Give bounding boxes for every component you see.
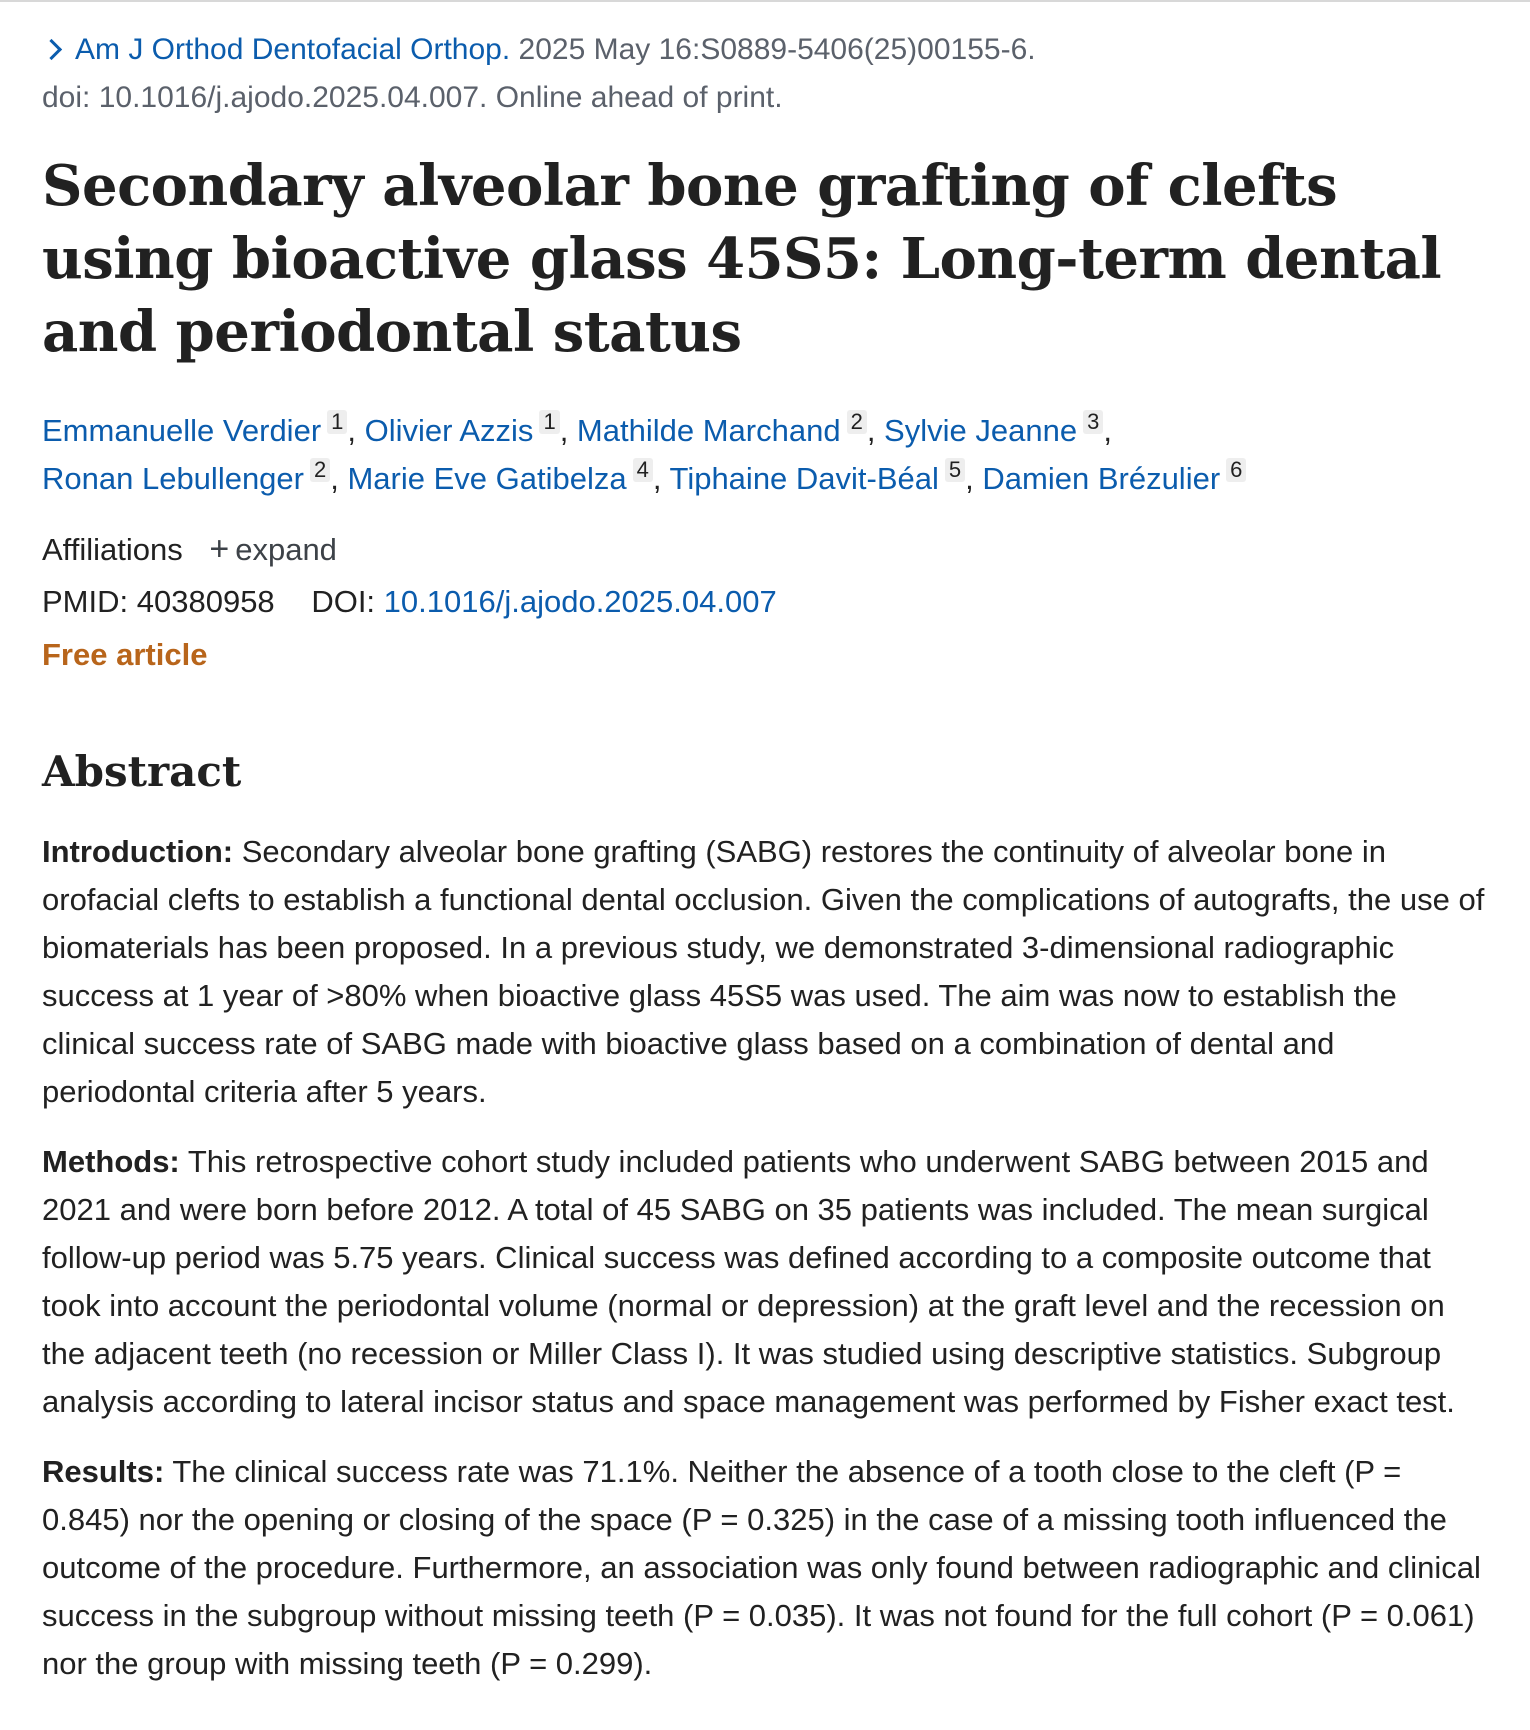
- author-link[interactable]: Tiphaine Davit-Béal: [669, 461, 939, 496]
- author-list: Emmanuelle Verdier 1 , Olivier Azzis 1 , Mathilde Marchand 2 , Sylvie Jeanne 3 , Ronan Lebullenger 2 , Marie Eve Gatibelza 4 , Tiphaine Davit-Béal 5 , Damien Brézulier 6: [42, 407, 1492, 503]
- affiliation-ref[interactable]: 4: [633, 458, 653, 482]
- pmid-label: PMID:: [42, 584, 129, 619]
- citation-date: 2025 May 16:S0889-5406(25)00155-6.: [510, 33, 1036, 66]
- author-link[interactable]: Ronan Lebullenger: [42, 461, 304, 496]
- affiliations-row: [42, 523, 1492, 576]
- article-title: Secondary alveolar bone grafting of clefts using bioactive glass 45S5: Long-term dental and periodontal status: [42, 153, 1442, 365]
- author-link[interactable]: Olivier Azzis: [364, 413, 534, 448]
- section-label: Methods:: [42, 1144, 180, 1179]
- identifiers-row: [42, 576, 1492, 628]
- affiliations-expand-button[interactable]: [209, 532, 337, 567]
- section-text: Secondary alveolar bone grafting (SABG) restores the continuity of alveolar bone in orofacial clefts to establish a functional dental occlusion. Given the complications of autografts, the use of biomaterials has been proposed. In a previous study, we demonstrated 3-dimensional radiographic success at 1 year of >80% when bioactive glass 45S5 was used. The aim was now to establish the clinical success rate of SABG made with bioactive glass based on a combination of dental and periodontal criteria after 5 years.: [42, 834, 1485, 1109]
- abstract-methods: [42, 1138, 1492, 1426]
- author-link[interactable]: Damien Brézulier: [982, 461, 1221, 496]
- doi-label: DOI:: [311, 584, 376, 619]
- top-divider: [0, 0, 1530, 2]
- citation: [42, 26, 1492, 122]
- section-label: Results:: [42, 1454, 165, 1489]
- pmid-value: 40380958: [136, 584, 275, 619]
- section-text: This retrospective cohort study included patients who underwent SABG between 2015 and 2021 and were born before 2012. A total of 45 SABG on 35 patients was included. The mean surgical follow-up period was 5.75 years. Clinical success was defined according to a composite outcome that took into account the periodontal volume (normal or depression) at the graft level and the recession on the adjacent teeth (no recession or Miller Class I). It was studied using descriptive statistics. Subgroup analysis according to lateral incisor status and space management was performed by Fisher exact test.: [42, 1144, 1455, 1419]
- plus-icon: +: [209, 530, 230, 568]
- expand-label: expand: [235, 532, 337, 567]
- section-text: The clinical success rate was 71.1%. Neither the absence of a tooth close to the cleft (P = 0.845) nor the opening or closing of the space (P = 0.325) in the case of a missing tooth influenced the outcome of the procedure. Furthermore, an association was only found between radiographic and clinical success in the subgroup without missing teeth (P = 0.035). It was not found for the full cohort (P = 0.061) nor the group with missing teeth (P = 0.299).: [42, 1454, 1481, 1681]
- affiliation-ref[interactable]: 1: [539, 410, 559, 434]
- author-link[interactable]: Mathilde Marchand: [576, 413, 841, 448]
- article-page: [42, 26, 1492, 1688]
- affiliation-ref[interactable]: 2: [310, 458, 330, 482]
- abstract-results: [42, 1448, 1492, 1688]
- journal-name: Am J Orthod Dentofacial Orthop.: [75, 33, 511, 66]
- abstract-introduction: [42, 828, 1492, 1116]
- author-link[interactable]: Sylvie Jeanne: [884, 413, 1078, 448]
- section-label: Introduction:: [42, 834, 234, 869]
- affiliation-ref[interactable]: 2: [847, 410, 867, 434]
- citation-doi-line: doi: 10.1016/j.ajodo.2025.04.007. Online ahead of print.: [42, 81, 783, 114]
- author-link[interactable]: Emmanuelle Verdier: [42, 413, 322, 448]
- journal-link[interactable]: [42, 33, 510, 66]
- affiliation-ref[interactable]: 1: [327, 410, 347, 434]
- affiliation-ref[interactable]: 5: [945, 458, 965, 482]
- abstract-heading: Abstract: [42, 747, 242, 796]
- affiliation-ref[interactable]: 3: [1083, 410, 1103, 434]
- author-link[interactable]: Marie Eve Gatibelza: [347, 461, 627, 496]
- affiliation-ref[interactable]: 6: [1226, 458, 1246, 482]
- chevron-right-icon: [41, 38, 62, 59]
- affiliations-label: Affiliations: [42, 532, 183, 567]
- abstract-body: [42, 828, 1492, 1688]
- doi-link[interactable]: 10.1016/j.ajodo.2025.04.007: [383, 584, 777, 619]
- free-article-badge: Free article: [42, 637, 208, 672]
